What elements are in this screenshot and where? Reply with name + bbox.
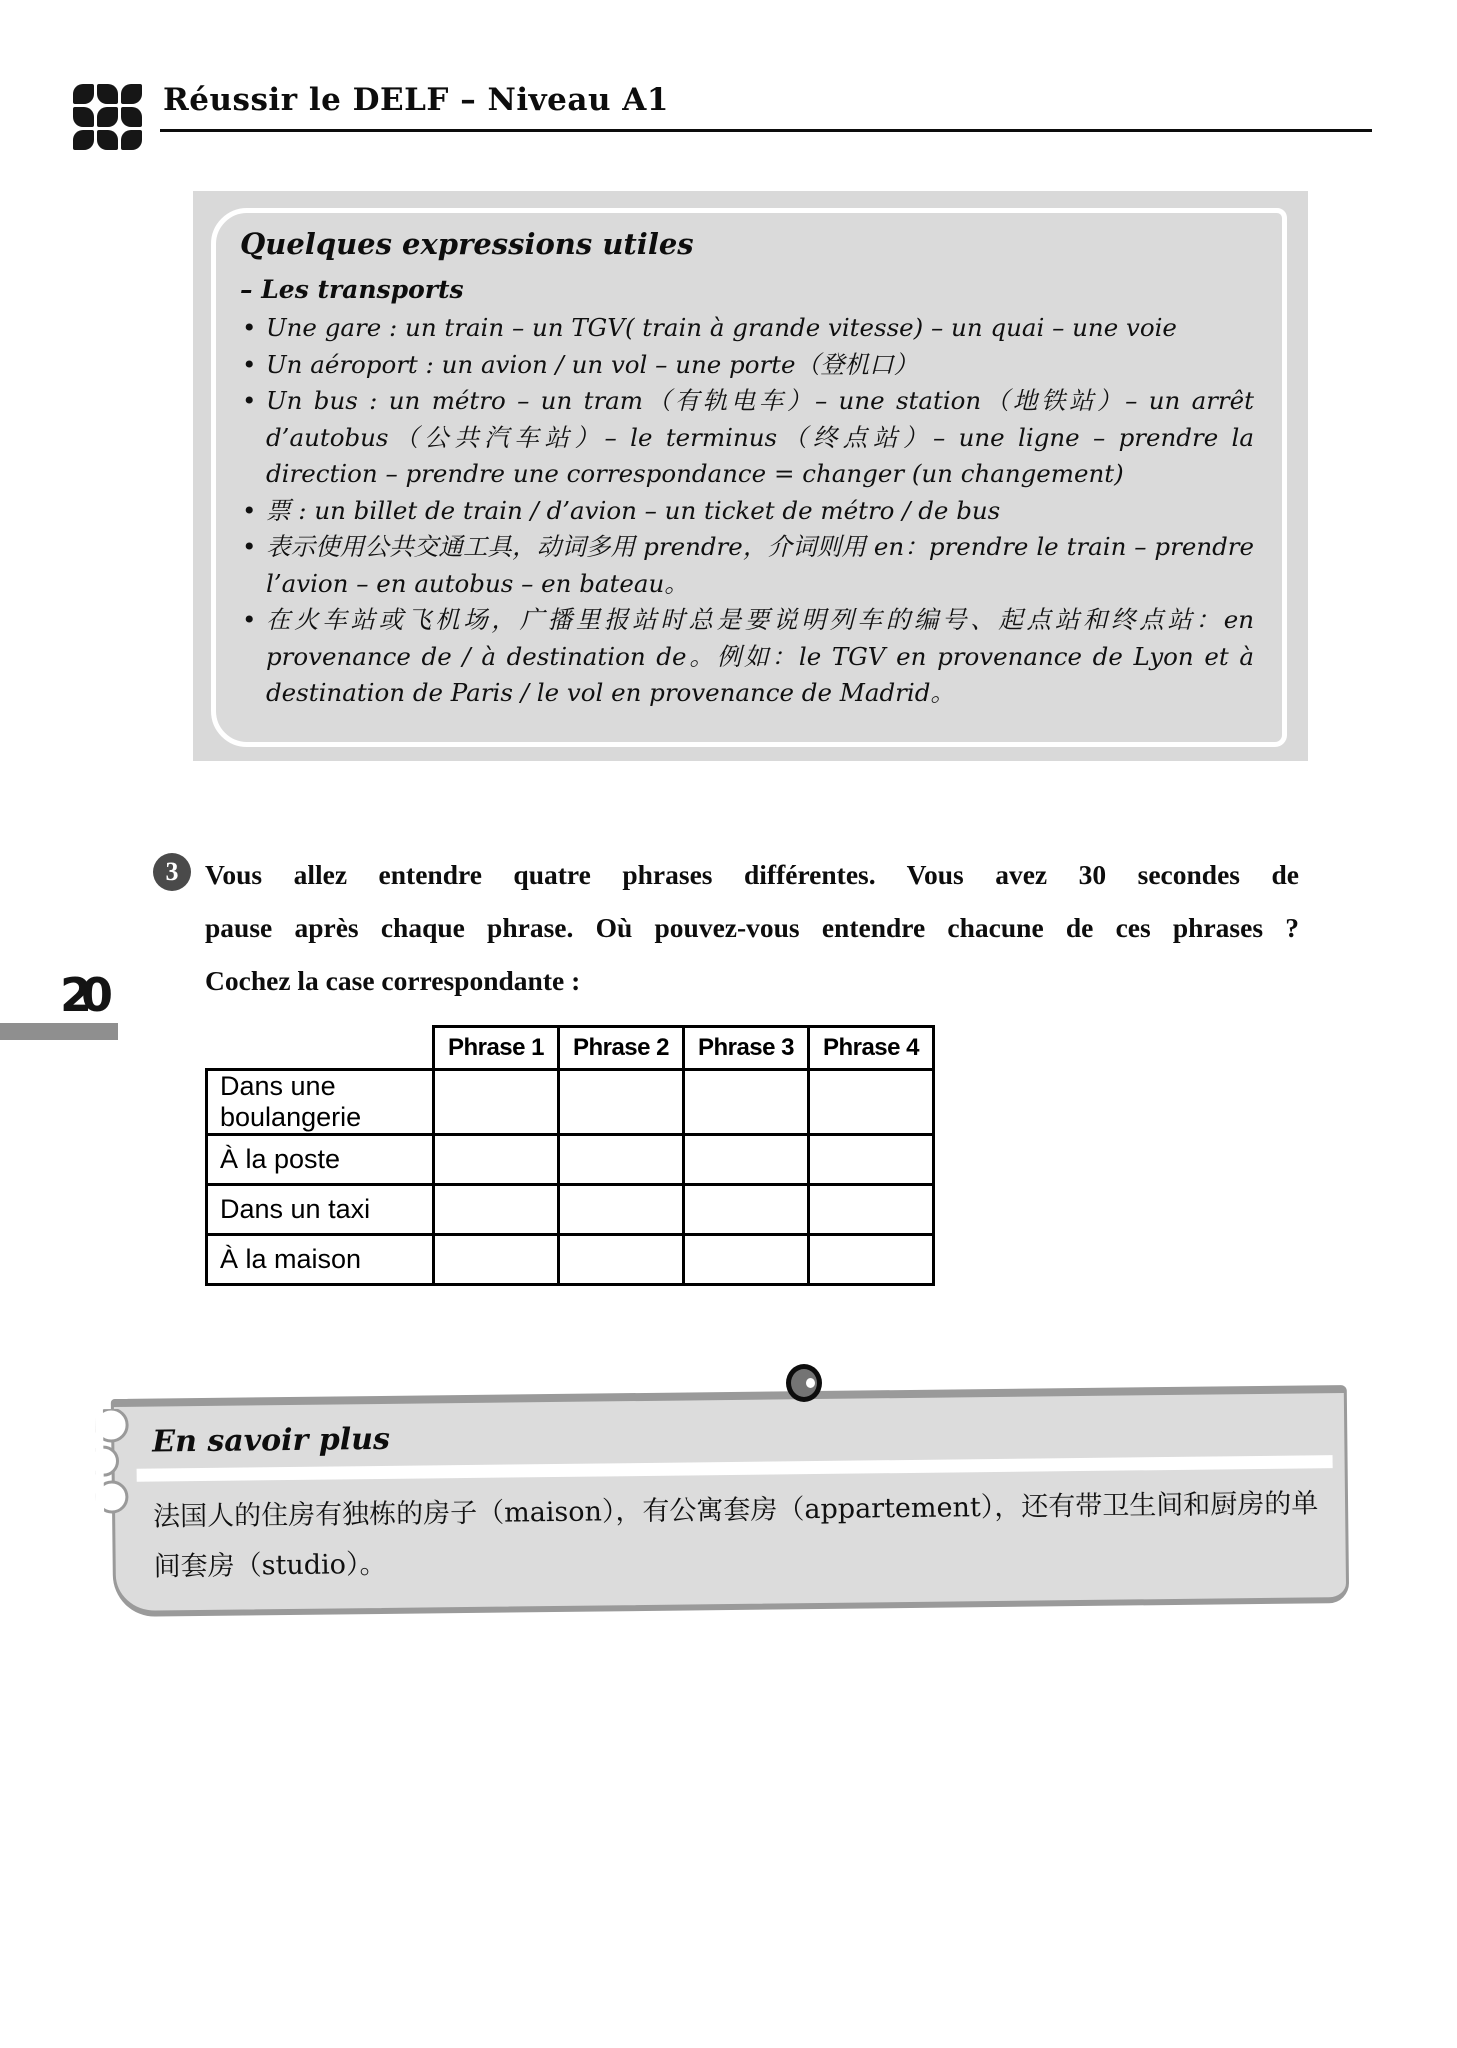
exercise-instruction-line: pause après chaque phrase. Où pouvez-vous entendre chacune de ces phrases ? (205, 912, 1299, 943)
expressions-box (193, 191, 1308, 761)
answer-cell (684, 1070, 809, 1135)
answer-cell (434, 1185, 559, 1235)
table-header-row (207, 1027, 934, 1070)
answer-cell (434, 1070, 559, 1135)
pin-icon (786, 1364, 822, 1402)
table-header-cell: Phrase 1 (434, 1027, 559, 1070)
expressions-box-subtitle: – Les transports (240, 275, 464, 304)
page-title: Réussir le DELF – Niveau A1 (163, 82, 669, 118)
expressions-list (240, 310, 1254, 712)
table-row-label: À la poste (207, 1135, 434, 1185)
table-row (207, 1235, 934, 1285)
expression-item: • 票 : un billet de train / d’avion – un ticket de métro / de bus (240, 493, 1254, 530)
table-corner-cell (207, 1027, 434, 1070)
table-header-cell: Phrase 4 (809, 1027, 934, 1070)
table-row-label: Dans un taxi (207, 1185, 434, 1235)
exercise-instruction-line: Vous allez entendre quatre phrases différentes. Vous avez 30 secondes de (205, 859, 1299, 890)
torn-edge-icon (95, 1409, 136, 1539)
answer-cell (434, 1235, 559, 1285)
expression-item: • Un bus : un métro – un tram（有轨电车）– une station（地铁站）– un arrêt d’autobus（公共汽车站）– le terminus（终点站）– une ligne – prendre la direction – prendre une correspondance = changer (un changement) (240, 383, 1254, 493)
table-row (207, 1070, 934, 1135)
answer-cell (684, 1185, 809, 1235)
answer-cell (559, 1185, 684, 1235)
expressions-box-panel (211, 208, 1287, 747)
header-rule (160, 129, 1372, 132)
answer-cell (684, 1135, 809, 1185)
table-row-label: À la maison (207, 1235, 434, 1285)
answer-cell (559, 1135, 684, 1185)
answer-cell (559, 1235, 684, 1285)
exercise-instructions (205, 848, 1299, 1007)
table-header-cell: Phrase 2 (559, 1027, 684, 1070)
answer-cell (559, 1070, 684, 1135)
page-number-bar (0, 1023, 118, 1040)
table-row-label: Dans une boulangerie (207, 1070, 434, 1135)
logo-grid-icon (73, 84, 145, 152)
answer-cell (434, 1135, 559, 1185)
answer-cell (809, 1070, 934, 1135)
exercise-instruction-line: Cochez la case correspondante : (205, 965, 581, 996)
answer-cell (809, 1235, 934, 1285)
expression-item: • 表示使用公共交通工具，动词多用 prendre，介词则用 en：prendre le train – prendre l’avion – en autobus – en bateau。 (240, 529, 1254, 602)
expression-item: • 在火车站或飞机场，广播里报站时总是要说明列车的编号、起点站和终点站：en provenance de / à destination de。例如：le TGV en provenance de Lyon et à destination de Paris / le vol en provenance de Madrid。 (240, 602, 1254, 712)
table-header-cell: Phrase 3 (684, 1027, 809, 1070)
page-number: 20 (60, 968, 103, 1022)
more-info-text: 法国人的住房有独栋的房子（maison），有公寓套房（appartement），还有带卫生间和厨房的单间套房（studio）。 (152, 1488, 1319, 1583)
more-info-box (111, 1385, 1349, 1617)
more-info-underline (137, 1455, 1333, 1482)
expression-item: • Une gare : un train – un TGV( train à grande vitesse) – un quai – une voie (240, 310, 1254, 347)
more-info-title: En savoir plus (152, 1421, 391, 1460)
answer-cell (809, 1185, 934, 1235)
answer-cell (809, 1135, 934, 1185)
answer-cell (684, 1235, 809, 1285)
expression-item: • Un aéroport : un avion / un vol – une porte（登机口） (240, 347, 1254, 384)
exercise-number-badge: 3 (153, 853, 191, 891)
expressions-box-title: Quelques expressions utiles (240, 227, 694, 261)
table-row (207, 1135, 934, 1185)
answer-table (205, 1025, 935, 1286)
table-row (207, 1185, 934, 1235)
